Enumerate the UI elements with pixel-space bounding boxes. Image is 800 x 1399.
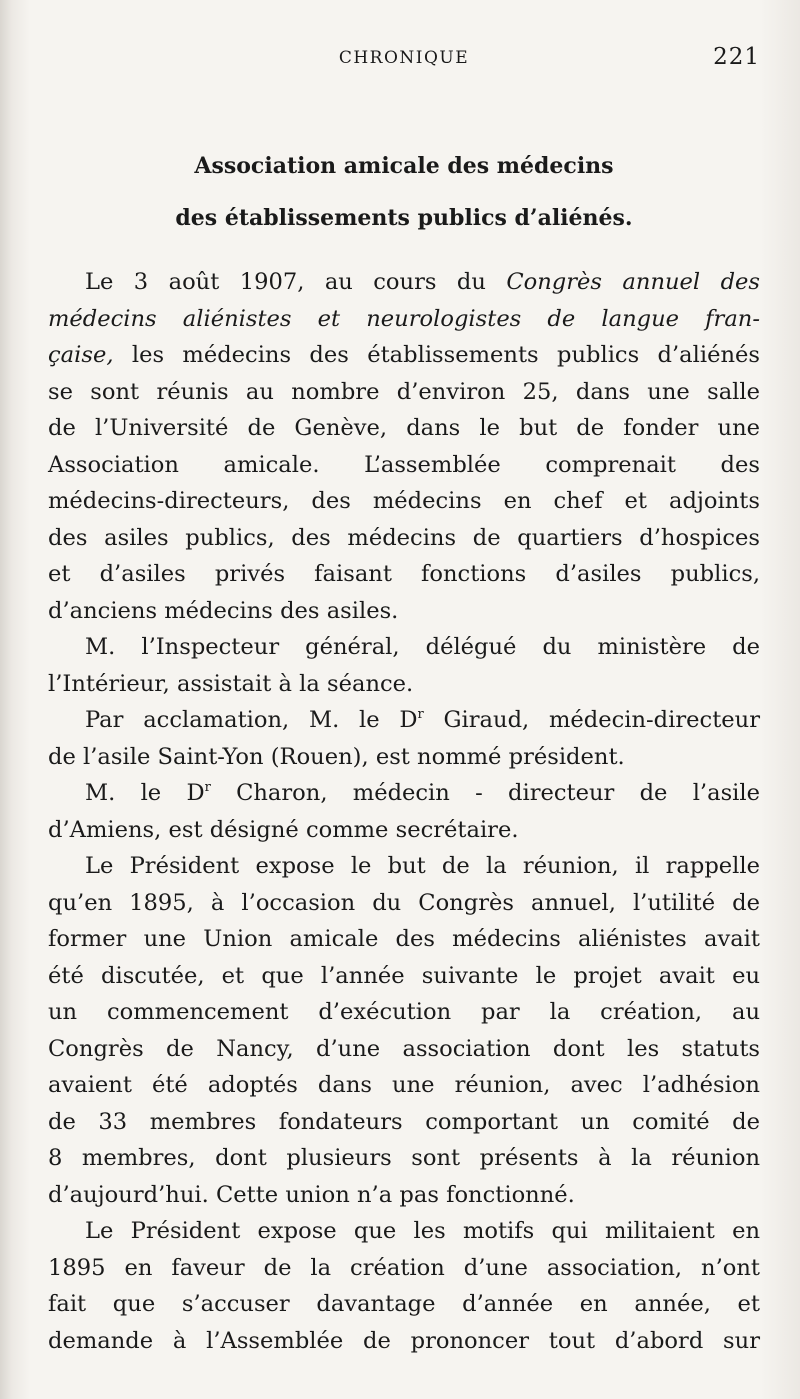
text-line: de 33 membres fondateurs comportant un comité de [48,1108,760,1135]
text-line: Le Président expose que les motifs qui militaient en [85,1218,760,1244]
text-line [48,301,760,338]
running-head [48,44,760,74]
text-line: des asiles publics, des médecins de quartiers d’hospices [48,524,760,551]
italic-run: médecins aliénistes et neurologistes de langue fran- [48,305,760,332]
article-title-line-1: Association amicale des médecins [194,153,614,179]
text-line: Association amicale. L’assemblée comprenait des [48,451,760,478]
text-run: Le 3 août 1907, au cours du [85,269,486,295]
article-title-line-2: des établissements publics d’aliénés. [175,205,633,231]
text-run: Giraud, médecin-directeur [423,707,760,733]
italic-run: çaise, [48,342,114,368]
text-run: Charon, médecin - directeur de l’asile [210,780,760,806]
superscript: r [204,780,211,795]
text-line: Le Président expose le but de la réunion, il rappelle [85,853,760,879]
article-title [48,140,760,244]
text-line: demande à l’Assemblée de prononcer tout d’abord sur [48,1327,760,1354]
text-line: et d’asiles privés faisant fonctions d’asiles publics, [48,561,760,587]
text-run: les médecins des établissements publics d’aliénés [131,342,760,368]
text-line: de l’Université de Genève, dans le but de fonder une [48,415,760,441]
text-line: un commencement d’exécution par la création, au [48,999,760,1025]
text-line: avaient été adoptés dans une réunion, avec l’adhésion [48,1072,760,1098]
text-line: Congrès de Nancy, d’une association dont les statuts [48,1035,760,1062]
text-line [48,775,760,812]
article-body [48,264,760,1359]
text-line: M. l’Inspecteur général, délégué du ministère de [85,634,760,660]
text-line: fait que s’accuser davantage d’année en année, et [48,1291,760,1317]
text-line [48,264,760,301]
page-number: 221 [713,44,760,70]
text-line: d’anciens médecins des asiles. [48,597,399,624]
text-line: d’Amiens, est désigné comme secrétaire. [48,816,519,843]
text-run: M. le D [85,780,205,806]
text-line: 1895 en faveur de la création d’une association, n’ont [48,1254,760,1281]
text-run: Par acclamation, M. le D [85,707,418,733]
running-title: CHRONIQUE [338,48,470,68]
text-line: qu’en 1895, à l’occasion du Congrès annuel, l’utilité de [48,889,760,916]
text-line: 8 membres, dont plusieurs sont présents à la réunion [48,1145,760,1171]
text-line: se sont réunis au nombre d’environ 25, dans une salle [48,378,760,405]
text-line: de l’asile Saint-Yon (Rouen), est nommé président. [48,743,625,770]
superscript: r [417,707,424,722]
italic-run: Congrès annuel des [506,269,760,295]
text-line [48,337,760,374]
text-line: médecins-directeurs, des médecins en chef et adjoints [48,488,760,514]
text-line: d’aujourd’hui. Cette union n’a pas fonctionné. [48,1181,575,1208]
text-line: l’Intérieur, assistait à la séance. [48,670,414,697]
text-line: été discutée, et que l’année suivante le projet avait eu [48,962,760,989]
text-line: former une Union amicale des médecins aliénistes avait [48,926,760,952]
text-line [48,702,760,739]
